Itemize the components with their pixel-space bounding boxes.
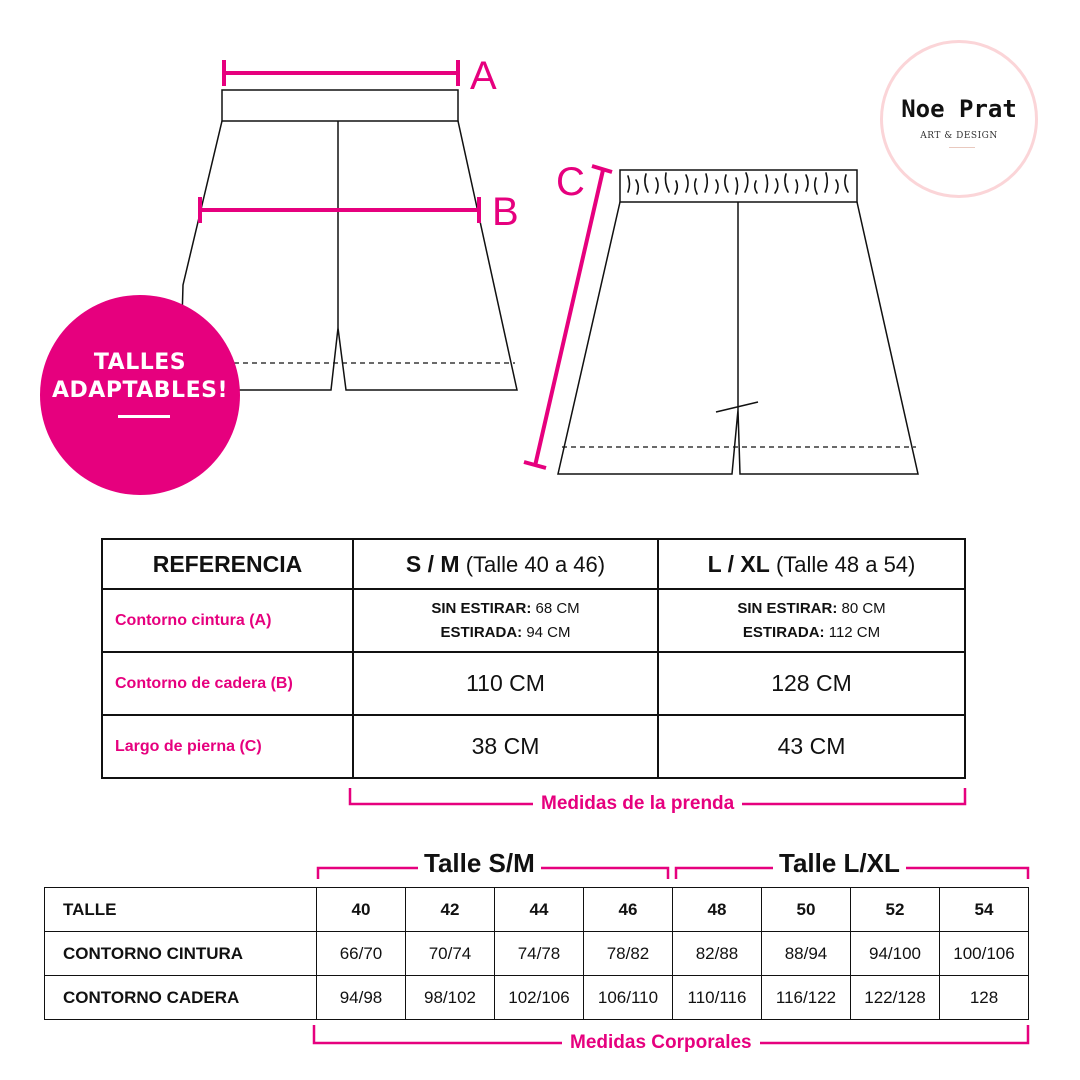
size-54: 54 xyxy=(940,888,1029,932)
table-row xyxy=(45,932,1029,976)
waist-value: 82/88 xyxy=(673,932,762,976)
group-label-sm: Talle S/M xyxy=(418,848,541,879)
table-header-row xyxy=(102,539,965,589)
hip-value: 98/102 xyxy=(406,976,495,1020)
hip-lxl-cell: 128 CM xyxy=(658,652,965,715)
header-lxl: L / XL (Talle 48 a 54) xyxy=(658,539,965,589)
row-label-waist: Contorno cintura (A) xyxy=(102,589,353,652)
waist-value: 94/100 xyxy=(851,932,940,976)
waist-sm-cell: SIN ESTIRAR: 68 CM ESTIRADA: 94 CM xyxy=(353,589,658,652)
hip-value: 116/122 xyxy=(762,976,851,1020)
waist-value: 70/74 xyxy=(406,932,495,976)
header-sm: S / M (Talle 40 a 46) xyxy=(353,539,658,589)
table-row xyxy=(102,589,965,652)
leg-lxl-cell: 43 CM xyxy=(658,715,965,778)
waist-value: 88/94 xyxy=(762,932,851,976)
measure-label-a: A xyxy=(470,54,497,98)
table-row xyxy=(45,976,1029,1020)
badge-underline xyxy=(118,415,170,418)
size-50: 50 xyxy=(762,888,851,932)
badge-line-1: TALLES xyxy=(93,350,187,375)
measure-label-b: B xyxy=(492,190,519,234)
waist-value: 78/82 xyxy=(584,932,673,976)
garment-caption: Medidas de la prenda xyxy=(533,793,742,815)
body-caption: Medidas Corporales xyxy=(562,1032,760,1054)
table-row xyxy=(102,715,965,778)
size-44: 44 xyxy=(495,888,584,932)
row-label-hip: Contorno de cadera (B) xyxy=(102,652,353,715)
hip-value: 106/110 xyxy=(584,976,673,1020)
logo-rule xyxy=(949,147,975,148)
hip-value: 128 xyxy=(940,976,1029,1020)
group-label-lxl: Talle L/XL xyxy=(773,848,906,879)
waist-value: 100/106 xyxy=(940,932,1029,976)
size-42: 42 xyxy=(406,888,495,932)
logo-subtitle: ART & DESIGN xyxy=(920,131,998,141)
hip-sm-cell: 110 CM xyxy=(353,652,658,715)
hip-value: 94/98 xyxy=(317,976,406,1020)
header-talle: TALLE xyxy=(45,888,317,932)
row-label-hip: CONTORNO CADERA xyxy=(45,976,317,1020)
waist-value: 74/78 xyxy=(495,932,584,976)
table-row xyxy=(102,652,965,715)
leg-sm-cell: 38 CM xyxy=(353,715,658,778)
brand-logo xyxy=(880,40,1038,198)
waist-lxl-cell: SIN ESTIRAR: 80 CM ESTIRADA: 112 CM xyxy=(658,589,965,652)
adaptable-sizes-badge xyxy=(40,295,240,495)
size-40: 40 xyxy=(317,888,406,932)
measure-label-c: C xyxy=(556,160,585,204)
hip-value: 102/106 xyxy=(495,976,584,1020)
hip-value: 122/128 xyxy=(851,976,940,1020)
badge-line-2: ADAPTABLES! xyxy=(52,378,228,403)
size-48: 48 xyxy=(673,888,762,932)
row-label-leg: Largo de pierna (C) xyxy=(102,715,353,778)
logo-name: Noe Prat xyxy=(901,95,1017,123)
row-label-waist: CONTORNO CINTURA xyxy=(45,932,317,976)
hip-value: 110/116 xyxy=(673,976,762,1020)
table-header-row xyxy=(45,888,1029,932)
garment-measurements-table xyxy=(101,538,966,779)
size-52: 52 xyxy=(851,888,940,932)
size-46: 46 xyxy=(584,888,673,932)
body-measurements-table xyxy=(44,887,1029,1020)
waist-value: 66/70 xyxy=(317,932,406,976)
header-reference: REFERENCIA xyxy=(102,539,353,589)
